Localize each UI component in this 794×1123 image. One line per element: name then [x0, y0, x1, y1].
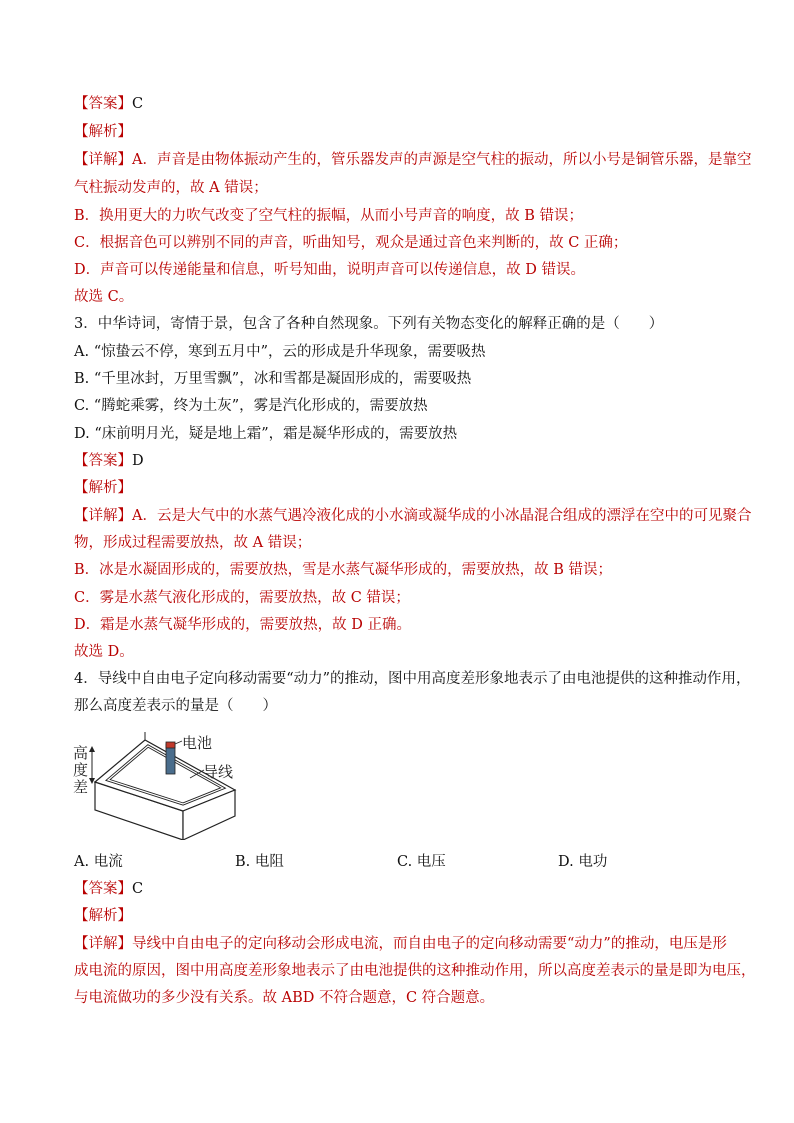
detail-line [74, 934, 727, 954]
analysis-tag: 【解析】 [74, 908, 132, 924]
question-stem: 4．导线中自由电子定向移动需要“动力”的推动，图中用高度差形象地表示了由电池提供的这种推动作用， [74, 671, 751, 687]
battery-icon [166, 744, 175, 774]
wire-label: 导线 [203, 763, 234, 781]
detail-text: 物，形成过程需要放热，故 A 错误； [74, 535, 312, 551]
detail-text: B．换用更大的力吹气改变了空气柱的振幅，从而小号声音的响度，故 B 错误； [74, 208, 584, 224]
answer-line-4 [74, 879, 143, 899]
detail-line [74, 150, 751, 170]
battery-height-diagram [70, 730, 245, 840]
option-a: A. 电流 [74, 854, 123, 870]
detail-text: 成电流的原因，图中用高度差形象地表示了由电池提供的这种推动作用，所以高度差表示的量是即为电压， [74, 963, 756, 979]
detail-tag: 【详解】 [74, 508, 132, 524]
answer-line-3 [74, 451, 144, 471]
option-b: B. “千里冰封，万里雪飘”，冰和雪都是凝固形成的，需要吸热 [74, 371, 472, 387]
detail-text: 与电流做功的多少没有关系。故 ABD 不符合题意，C 符合题意。 [74, 990, 495, 1006]
answer-value: C [132, 881, 144, 897]
answer-line-1 [74, 94, 143, 114]
detail-text: D．声音可以传递能量和信息，听号知曲，说明声音可以传递信息，故 D 错误。 [74, 262, 585, 278]
arrow-up-icon [89, 746, 95, 752]
detail-text: 气柱振动发声的，故 A 错误； [74, 180, 268, 196]
detail-text: 导线中自由电子的定向移动会形成电流，而自由电子的定向移动需要“动力”的推动，电压是形 [132, 936, 727, 952]
option-c: C. “腾蛇乘雾，终为土灰”，雾是汽化形成的，需要放热 [74, 398, 428, 414]
answer-tag: 【答案】 [74, 453, 132, 469]
question-stem: 3．中华诗词，寄情于景，包含了各种自然现象。下列有关物态变化的解释正确的是（ ） [74, 316, 664, 332]
option-d: D. “床前明月光，疑是地上霜”，霜是凝华形成的，需要放热 [74, 426, 458, 442]
height-label-3: 差 [73, 778, 89, 796]
analysis-tag: 【解析】 [74, 124, 132, 140]
detail-tag: 【详解】 [74, 152, 132, 168]
battery-leader-line [175, 741, 182, 744]
detail-tag: 【详解】 [74, 936, 132, 952]
detail-line [74, 506, 751, 526]
choice-line: 故选 D。 [74, 644, 134, 660]
answer-value: D [132, 453, 144, 469]
answer-value: C [132, 96, 144, 112]
detail-text: C．雾是水蒸气液化形成的，需要放热，故 C 错误； [74, 590, 410, 606]
detail-text: A．声音是由物体振动产生的，管乐器发声的声源是空气柱的振动，所以小号是铜管乐器，是靠空 [132, 152, 752, 168]
question-stem: 那么高度差表示的量是（ ） [74, 698, 277, 714]
option-c: C. 电压 [397, 854, 446, 870]
detail-text: D．霜是水蒸气凝华形成的，需要放热，故 D 正确。 [74, 617, 411, 633]
option-d: D. 电功 [558, 854, 608, 870]
height-label-1: 高 [73, 744, 89, 762]
choice-line: 故选 C。 [74, 289, 134, 305]
detail-text: B．冰是水凝固形成的，需要放热，雪是水蒸气凝华形成的，需要放热，故 B 错误； [74, 562, 613, 578]
analysis-tag: 【解析】 [74, 480, 132, 496]
detail-text: A．云是大气中的水蒸气遇冷液化成的小水滴或凝华成的小冰晶混合组成的漂浮在空中的可见聚合 [132, 508, 752, 524]
arrow-down-icon [89, 778, 95, 784]
option-a: A. “惊蛰云不停，寒到五月中”，云的形成是升华现象，需要吸热 [74, 344, 486, 360]
height-label-2: 度 [73, 761, 89, 779]
detail-text: C．根据音色可以辨别不同的声音，听曲知号，观众是通过音色来判断的，故 C 正确； [74, 235, 628, 251]
battery-label: 电池 [182, 734, 213, 752]
answer-tag: 【答案】 [74, 881, 132, 897]
battery-cap-icon [166, 742, 175, 748]
answer-tag: 【答案】 [74, 96, 132, 112]
option-b: B. 电阻 [235, 854, 284, 870]
